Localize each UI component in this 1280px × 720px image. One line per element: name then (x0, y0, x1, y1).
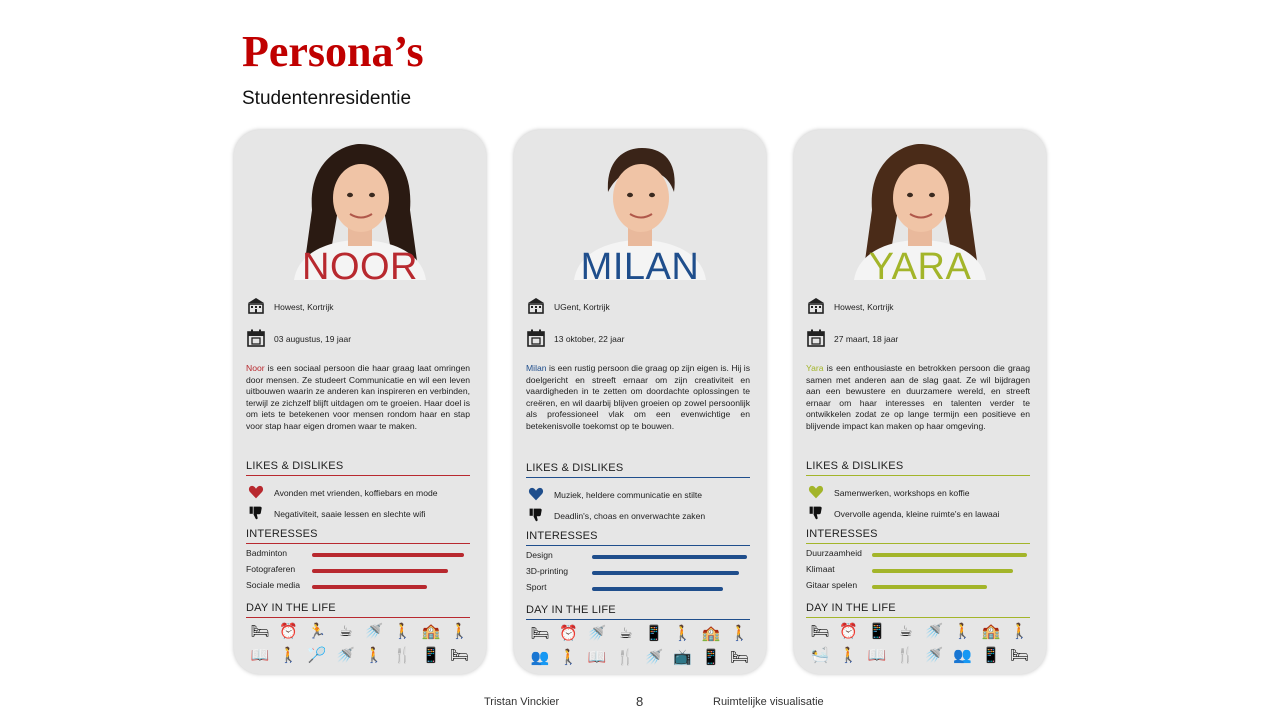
book-icon: 📖 (250, 646, 270, 664)
interest-row (246, 548, 472, 560)
alarm-icon: ⏰ (559, 624, 579, 642)
alarm-icon: ⏰ (279, 622, 299, 640)
day-in-the-life-heading: DAY IN THE LIFE (806, 602, 1030, 618)
school-text: Howest, Kortrijk (834, 302, 894, 312)
interest-level-bar (312, 553, 464, 557)
school-text: Howest, Kortrijk (274, 302, 334, 312)
interest-level-bar (592, 555, 747, 559)
footer-course: Ruimtelijke visualisatie (713, 696, 824, 708)
school-row (806, 296, 894, 318)
day-in-the-life-heading: DAY IN THE LIFE (526, 604, 750, 620)
school-icon (246, 296, 274, 318)
school-row (526, 296, 610, 318)
phone-icon: 📱 (701, 648, 721, 666)
school-icon (526, 296, 554, 318)
persona-card (794, 130, 1046, 674)
bio-text: is een rustig persoon die graag op zijn eigen is. Hij is doelgericht en streeft ernaar om zijn creativiteit en vaardigheden in te zetten om doordachte oplossingen te creëren, en wil daarbij blijven groeien op zowel persoonlijk als professioneel vlak om een evenwichtige en betekenisvolle toekomst op te bouwen. (526, 363, 750, 431)
birth-row (806, 328, 898, 350)
like-row (248, 484, 438, 502)
walking-icon: 🚶 (839, 646, 859, 664)
running-icon: 🏃 (307, 622, 327, 640)
walking-icon: 🚶 (673, 624, 693, 642)
dislike-text: Deadlin's, choas en onverwachte zaken (554, 511, 706, 521)
dislike-text: Negativiteit, saaie lessen en slechte wifi (274, 509, 426, 519)
calendar-icon (246, 328, 274, 350)
likes-dislikes-heading: LIKES & DISLIKES (246, 460, 470, 476)
dislike-row (808, 505, 1000, 523)
shower-icon: 🚿 (924, 646, 944, 664)
tennis-icon: 🏸 (307, 646, 327, 664)
interest-level-bar (312, 569, 448, 573)
interest-label: Klimaat (806, 564, 835, 574)
page-title: Persona’s (242, 27, 424, 76)
interest-row (526, 582, 752, 594)
interest-label: Gitaar spelen (806, 580, 858, 590)
heart-icon (248, 484, 274, 502)
shower-icon: 🚿 (644, 648, 664, 666)
birth-text: 03 augustus, 19 jaar (274, 334, 352, 344)
interest-row (246, 580, 472, 592)
school-icon (806, 296, 834, 318)
like-row (808, 484, 970, 502)
group-icon: 👥 (530, 648, 550, 666)
school-icon: 🏫 (701, 624, 721, 642)
calendar-icon (526, 328, 554, 350)
interest-row (806, 564, 1032, 576)
interest-level-bar (312, 585, 427, 589)
interest-label: Sociale media (246, 580, 300, 590)
walking-icon: 🚶 (559, 648, 579, 666)
bed-icon: 🛏 (250, 622, 270, 640)
coffee-icon: ☕ (339, 622, 353, 640)
like-text: Avonden met vrienden, koffiebars en mode (274, 488, 438, 498)
phone-icon: 📱 (981, 646, 1001, 664)
school-icon: 🏫 (981, 622, 1001, 640)
book-icon: 📖 (867, 646, 887, 664)
bio-text: is een sociaal persoon die haar graag laat omringen door mensen. Ze studeert Communicatie en wil een leven uitbouwen waarin ze anderen kan inspireren en verbinden, terwijl ze zichzelf blijft uitdagen om te groeien. Haar doel is om iets te betekenen voor mensen rondom haar en stap voor stap haar eigen dromen waar te maken. (246, 363, 470, 431)
dislike-row (528, 507, 705, 525)
interest-level-bar (872, 553, 1027, 557)
bio-name: Noor (246, 363, 265, 373)
phone-icon: 📱 (421, 646, 441, 664)
shower-icon: 🚿 (336, 646, 356, 664)
bath-icon: 🛀 (810, 646, 830, 664)
interest-label: Sport (526, 582, 547, 592)
birth-row (246, 328, 351, 350)
interest-row (806, 580, 1032, 592)
dislike-text: Overvolle agenda, kleine ruimte's en lawaai (834, 509, 1000, 519)
shower-icon: 🚿 (924, 622, 944, 640)
day-icons-grid (526, 624, 754, 666)
footer-page-number: 8 (636, 694, 644, 709)
persona-bio (246, 363, 470, 433)
thumbs-down-icon (528, 507, 554, 525)
day-icons-grid (246, 622, 474, 664)
walking-icon: 🚶 (279, 646, 299, 664)
food-icon: 🍴 (616, 648, 636, 666)
thumbs-down-icon (248, 505, 274, 523)
interest-label: Duurzaamheid (806, 548, 862, 558)
persona-bio (806, 363, 1030, 433)
thumbs-down-icon (808, 505, 834, 523)
persona-card (514, 130, 766, 674)
walking-icon: 🚶 (1010, 622, 1030, 640)
heart-icon (528, 486, 554, 504)
interest-label: Design (526, 550, 553, 560)
bio-name: Milan (526, 363, 547, 373)
persona-card (234, 130, 486, 674)
tv-icon: 📺 (673, 648, 693, 666)
walking-icon: 🚶 (450, 622, 470, 640)
interest-row (806, 548, 1032, 560)
interest-label: Badminton (246, 548, 288, 558)
bio-name: Yara (806, 363, 824, 373)
birth-row (526, 328, 624, 350)
like-row (528, 486, 702, 504)
interests-heading: INTERESSES (806, 528, 1030, 544)
day-icons-grid (806, 622, 1034, 664)
interest-level-bar (872, 585, 987, 589)
school-text: UGent, Kortrijk (554, 302, 610, 312)
walking-icon: 🚶 (953, 622, 973, 640)
interest-row (526, 566, 752, 578)
footer-author: Tristan Vinckier (484, 696, 560, 708)
bed-icon: 🛏 (810, 622, 830, 640)
persona-name: MILAN (580, 246, 700, 288)
phone-icon: 📱 (867, 622, 887, 640)
book-icon: 📖 (587, 648, 607, 666)
likes-dislikes-heading: LIKES & DISLIKES (806, 460, 1030, 476)
food-icon: 🍴 (393, 646, 413, 664)
bed-icon: 🛏 (1010, 646, 1030, 664)
walking-icon: 🚶 (364, 646, 384, 664)
interest-level-bar (592, 587, 723, 591)
interest-level-bar (592, 571, 739, 575)
school-row (246, 296, 334, 318)
birth-text: 13 oktober, 22 jaar (554, 334, 625, 344)
like-text: Muziek, heldere communicatie en stilte (554, 490, 703, 500)
interest-row (526, 550, 752, 562)
group-icon: 👥 (953, 646, 973, 664)
alarm-icon: ⏰ (839, 622, 859, 640)
phone-icon: 📱 (644, 624, 664, 642)
shower-icon: 🚿 (587, 624, 607, 642)
day-in-the-life-heading: DAY IN THE LIFE (246, 602, 470, 618)
coffee-icon: ☕ (899, 622, 913, 640)
bio-text: is een enthousiaste en betrokken persoon die graag samen met anderen aan de slag gaat. Ze wil bijdragen aan een bewustere en duurzamere wereld, en streeft ernaar om haar interesses en talenten verder te ontwikkelen zodat ze op lange termijn een positieve en blijvende impact kan maken op haar omgeving. (806, 363, 1030, 431)
calendar-icon (806, 328, 834, 350)
bed-icon: 🛏 (450, 646, 470, 664)
walking-icon: 🚶 (393, 622, 413, 640)
likes-dislikes-heading: LIKES & DISLIKES (526, 462, 750, 478)
page-subtitle: Studentenresidentie (242, 88, 412, 109)
persona-bio (526, 363, 750, 433)
interest-label: 3D-printing (526, 566, 569, 576)
interest-label: Fotograferen (246, 564, 296, 574)
interests-heading: INTERESSES (526, 530, 750, 546)
school-icon: 🏫 (421, 622, 441, 640)
interest-row (246, 564, 472, 576)
birth-text: 27 maart, 18 jaar (834, 334, 899, 344)
walking-icon: 🚶 (730, 624, 750, 642)
coffee-icon: ☕ (619, 624, 633, 642)
heart-icon (808, 484, 834, 502)
like-text: Samenwerken, workshops en koffie (834, 488, 970, 498)
persona-name: YARA (868, 246, 972, 288)
shower-icon: 🚿 (364, 622, 384, 640)
interest-level-bar (872, 569, 1013, 573)
persona-name: NOOR (302, 246, 418, 288)
bed-icon: 🛏 (730, 648, 750, 666)
bed-icon: 🛏 (530, 624, 550, 642)
food-icon: 🍴 (896, 646, 916, 664)
interests-heading: INTERESSES (246, 528, 470, 544)
dislike-row (248, 505, 425, 523)
